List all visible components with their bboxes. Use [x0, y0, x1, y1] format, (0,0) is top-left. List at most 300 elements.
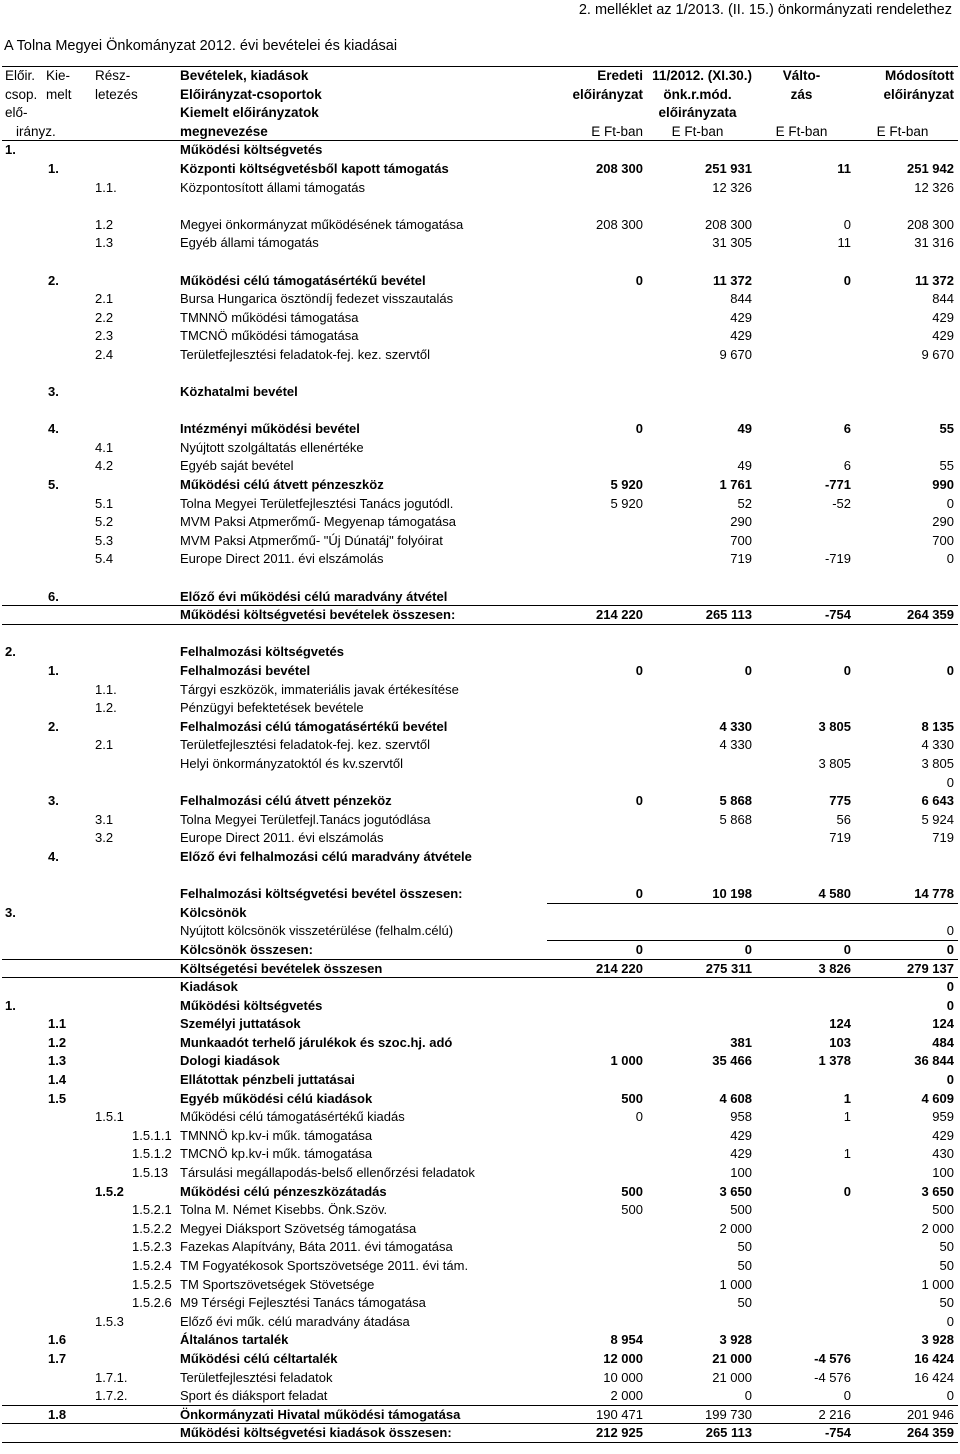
table-row	[2, 774, 958, 793]
col-change-label-2: zás	[790, 86, 813, 102]
row-detail-code: 2.1	[95, 291, 114, 307]
value-modified	[851, 904, 954, 923]
row-highlighted-code: 4.	[48, 421, 59, 437]
value-amendment: 100	[730, 1165, 752, 1181]
value-modified: 484	[932, 1034, 954, 1050]
row-detail-code: 1.5.3	[95, 1313, 124, 1329]
row-label: Felhalmozási költségvetési bevétel összesen:	[180, 886, 463, 902]
row-detail-code: 5.4	[95, 551, 114, 567]
value-modified: 36 844	[914, 1053, 954, 1069]
row-detail-code: 1.5.2	[95, 1183, 124, 1199]
col-original-label-2: előirányzat	[572, 86, 643, 102]
value-change: 0	[843, 663, 851, 678]
value-change	[752, 1276, 851, 1295]
table-row	[2, 365, 958, 384]
value-modified: 430	[932, 1146, 954, 1162]
value-amendment	[643, 643, 752, 662]
value-original	[547, 588, 643, 607]
unit-modified: E Ft-ban	[876, 123, 929, 139]
row-highlighted-code: 1.	[48, 663, 59, 678]
value-modified: 0	[946, 663, 954, 678]
value-amendment	[643, 402, 752, 421]
value-amendment	[643, 1071, 752, 1090]
value-change	[752, 978, 851, 997]
value-change	[752, 439, 851, 458]
value-original: 5 920	[610, 477, 643, 493]
table-row	[2, 1071, 958, 1090]
row-label: Működési költségvetési kiadások összesen:	[180, 1425, 452, 1441]
value-modified: 6 643	[921, 793, 954, 809]
header-row-3	[2, 104, 958, 123]
row-label: Működési célú céltartalék	[180, 1350, 338, 1366]
value-change: -4 576	[814, 1350, 851, 1366]
value-change	[752, 1331, 851, 1350]
value-amendment: 0	[744, 941, 752, 957]
unit-change: E Ft-ban	[775, 123, 828, 139]
value-amendment: 10 198	[712, 886, 752, 902]
value-original	[547, 681, 643, 700]
row-detail-code: 1.7.1.	[95, 1369, 128, 1385]
row-label: Munkaadót terhelő járulékok és szoc.hj. adó	[180, 1034, 453, 1050]
table-row	[2, 885, 958, 904]
value-change	[752, 1238, 851, 1257]
value-modified: 959	[932, 1109, 954, 1125]
value-modified	[851, 867, 954, 886]
value-modified	[851, 197, 954, 216]
value-change	[752, 253, 851, 272]
value-amendment	[643, 625, 752, 644]
value-amendment: 4 330	[719, 737, 752, 753]
table-row	[2, 402, 958, 421]
value-change: 3 805	[818, 755, 851, 771]
value-amendment	[643, 1015, 752, 1034]
row-detail-code: 2.3	[95, 328, 114, 344]
value-modified: 251 942	[907, 160, 954, 176]
row-label: Működési költségvetési bevételek összesen:	[180, 607, 456, 623]
value-modified: 429	[932, 328, 954, 344]
table-row	[2, 197, 958, 216]
table-row	[2, 1052, 958, 1071]
budget-table	[2, 66, 958, 1443]
table-row	[2, 1090, 958, 1109]
table-row	[2, 309, 958, 328]
value-amendment	[643, 383, 752, 402]
value-modified: 2 000	[921, 1220, 954, 1236]
table-row	[2, 253, 958, 272]
row-label: Egyéb állami támogatás	[180, 235, 319, 251]
value-modified: 208 300	[907, 216, 954, 232]
row-group-code: 1.	[5, 142, 16, 158]
value-original	[547, 402, 643, 421]
table-row	[2, 1406, 958, 1425]
value-original: 1 000	[610, 1053, 643, 1069]
table-row	[2, 588, 958, 607]
value-original	[547, 1220, 643, 1239]
col-name-label: Bevételek, kiadások	[180, 68, 309, 83]
value-change: 6	[843, 421, 851, 437]
value-original	[547, 1276, 643, 1295]
value-change: 3 805	[818, 718, 851, 734]
value-original: 10 000	[603, 1369, 643, 1385]
value-amendment	[643, 867, 752, 886]
value-change: 719	[829, 830, 851, 846]
value-modified: 16 424	[914, 1369, 954, 1385]
value-change: 124	[829, 1016, 851, 1032]
row-detail-code: 1.1.	[95, 681, 117, 697]
table-row	[2, 625, 958, 644]
value-original: 12 000	[603, 1350, 643, 1366]
value-change: -52	[832, 495, 851, 511]
value-change	[752, 1071, 851, 1090]
value-modified: 429	[932, 1127, 954, 1143]
value-change: -754	[824, 607, 851, 623]
table-row	[2, 1127, 958, 1146]
value-original	[547, 346, 643, 365]
row-detail-code: 1.7.2.	[95, 1388, 128, 1404]
value-modified: 1 000	[921, 1276, 954, 1292]
row-label: TM Fogyatékosok Sportszövetsége 2011. évi tám.	[180, 1258, 469, 1273]
value-amendment: 199 730	[705, 1406, 752, 1422]
col-amendment-label: 11/2012. (XI.30.)	[652, 68, 752, 83]
col-name-label-4: megnevezése	[180, 123, 268, 139]
value-amendment	[643, 588, 752, 607]
value-change: 1	[843, 1090, 851, 1106]
value-modified: 990	[932, 477, 954, 493]
value-change: -4 576	[814, 1369, 851, 1385]
value-amendment: 290	[730, 514, 752, 530]
value-original: 8 954	[610, 1332, 643, 1348]
value-amendment: 12 326	[712, 179, 752, 195]
value-change	[752, 402, 851, 421]
table-row	[2, 1369, 958, 1388]
value-amendment: 2 000	[719, 1220, 752, 1236]
row-label: Megyei Diáksport Szövetség támogatása	[180, 1220, 417, 1236]
value-original	[547, 197, 643, 216]
value-modified: 14 778	[914, 886, 954, 902]
row-label: Társulási megállapodás-belső ellenőrzési feladatok	[180, 1165, 475, 1181]
value-modified	[851, 253, 954, 272]
row-label: Tolna Megyei Területfejl.Tanács jogutódlása	[180, 811, 431, 827]
value-original: 0	[635, 421, 643, 437]
value-modified: 0	[946, 774, 954, 790]
value-change: -719	[824, 551, 851, 567]
row-label: Ellátottak pénzbeli juttatásai	[180, 1072, 355, 1088]
value-original	[547, 383, 643, 402]
value-change	[752, 197, 851, 216]
table-row	[2, 811, 958, 830]
row-label: Fazekas Alapítvány, Báta 2011. évi támogatása	[180, 1239, 453, 1255]
value-amendment	[643, 253, 752, 272]
row-label: Felhalmozási bevétel	[180, 663, 311, 678]
header-row-2	[2, 86, 958, 105]
row-detail-code: 4.2	[95, 458, 114, 474]
value-modified: 3 805	[921, 755, 954, 771]
table-row	[2, 1387, 958, 1406]
row-detail-code: 1.1.	[95, 179, 117, 195]
header-row-4	[2, 123, 958, 142]
row-label: MVM Paksi Atpmerőmű- "Új Dúnatáj" folyóirat	[180, 532, 443, 548]
col-amendment-label-3: előirányzata	[658, 105, 737, 121]
row-highlighted-code: 2.	[48, 272, 59, 288]
value-change: 0	[843, 1388, 851, 1404]
row-detail-code: 1.3	[95, 235, 114, 251]
value-change	[752, 1127, 851, 1146]
value-modified: 9 670	[921, 346, 954, 362]
value-original	[547, 1127, 643, 1146]
value-amendment: 429	[730, 309, 752, 325]
value-amendment	[643, 829, 752, 848]
value-modified	[851, 402, 954, 421]
value-modified	[851, 625, 954, 644]
row-label: Általános tartalék	[180, 1332, 289, 1348]
row-highlighted-code: 1.6	[48, 1332, 67, 1348]
table-row	[2, 997, 958, 1016]
col-change-label: Válto-	[782, 68, 821, 83]
value-original	[547, 1015, 643, 1034]
value-modified	[851, 588, 954, 607]
row-label: Önkormányzati Hivatal működési támogatása	[180, 1406, 461, 1422]
value-original	[547, 550, 643, 569]
value-amendment: 5 868	[719, 811, 752, 827]
row-highlighted-code: 4.	[48, 848, 59, 864]
value-original	[547, 253, 643, 272]
row-label: Tárgyi eszközök, immateriális javak értékesítése	[180, 681, 459, 697]
value-amendment: 0	[744, 1388, 752, 1404]
table-row	[2, 569, 958, 588]
value-original	[547, 867, 643, 886]
value-original	[547, 309, 643, 328]
value-change: 0	[843, 216, 851, 232]
value-modified: 0	[946, 495, 954, 511]
value-original: 214 220	[596, 607, 643, 623]
value-amendment: 275 311	[705, 960, 752, 976]
table-row	[2, 755, 958, 774]
value-original	[547, 141, 643, 160]
row-label: Személyi juttatások	[180, 1016, 301, 1032]
row-detail-code: 2.1	[95, 737, 114, 753]
value-modified: 279 137	[907, 960, 954, 976]
row-label: Europe Direct 2011. évi elszámolás	[180, 551, 384, 567]
row-label: TM Sportszövetségek Stövetsége	[180, 1276, 375, 1292]
table-row	[2, 234, 958, 253]
value-amendment	[643, 699, 752, 718]
value-change	[752, 1257, 851, 1276]
value-original	[547, 1313, 643, 1332]
value-original: 212 925	[596, 1425, 643, 1441]
row-label: Területfejlesztési feladatok-fej. kez. szervtől	[180, 346, 430, 362]
row-detail-code: 2.2	[95, 309, 114, 325]
table-row	[2, 699, 958, 718]
row-label: TMNNÖ kp.kv-i műk. támogatása	[180, 1127, 373, 1143]
table-row	[2, 1331, 958, 1350]
table-row	[2, 179, 958, 198]
col-amendment-label-2: önk.r.mód.	[663, 86, 732, 102]
value-original	[547, 625, 643, 644]
row-highlighted-code: 1.	[48, 160, 59, 176]
value-amendment: 52	[737, 495, 752, 511]
table-row	[2, 1220, 958, 1239]
table-row	[2, 550, 958, 569]
value-modified	[851, 681, 954, 700]
value-amendment: 49	[737, 421, 752, 437]
table-row	[2, 1183, 958, 1202]
value-change	[752, 532, 851, 551]
value-amendment	[643, 978, 752, 997]
row-highlighted-code: 1.1	[48, 1016, 67, 1032]
value-change: -771	[824, 477, 851, 493]
table-row	[2, 1313, 958, 1332]
row-label: Előző évi műk. célú maradvány átadása	[180, 1313, 410, 1329]
row-highlighted-code: 6.	[48, 588, 59, 604]
table-row	[2, 1201, 958, 1220]
value-modified: 264 359	[907, 607, 954, 623]
document-title: A Tolna Megyei Önkományzat 2012. évi bevételei és kiadásai	[4, 38, 398, 54]
value-amendment: 1 000	[719, 1276, 752, 1292]
value-modified	[851, 569, 954, 588]
value-change: 6	[843, 458, 851, 474]
row-highlighted-code: 1.4	[48, 1072, 67, 1088]
table-row	[2, 290, 958, 309]
row-highlighted-code: 3.	[48, 384, 59, 400]
value-original	[547, 290, 643, 309]
col-highlighted-label-2: melt	[46, 86, 72, 102]
row-label: Területfejlesztési feladatok-fej. kez. szervtől	[180, 737, 430, 753]
row-highlighted-code: 1.2	[48, 1034, 67, 1050]
value-amendment	[643, 922, 752, 941]
row-label: Kölcsönök	[180, 904, 247, 920]
row-label: Bursa Hungarica ösztöndíj fedezet visszautalás	[180, 291, 454, 307]
row-label: Tolna M. Német Kisebbs. Önk.Szöv.	[180, 1202, 388, 1218]
row-label: Működési célú támogatásértékű kiadás	[180, 1109, 405, 1125]
value-change	[752, 1294, 851, 1313]
value-amendment: 265 113	[705, 607, 752, 623]
value-modified: 0	[946, 551, 954, 567]
value-modified: 4 330	[921, 737, 954, 753]
value-original: 208 300	[596, 160, 643, 176]
row-detail-code: 1.2.	[95, 700, 117, 716]
row-highlighted-code: 5.	[48, 477, 59, 493]
value-amendment: 1 761	[719, 477, 752, 493]
table-row	[2, 1257, 958, 1276]
value-change	[752, 1313, 851, 1332]
col-highlighted-label: Kie-	[46, 68, 71, 83]
value-amendment: 50	[737, 1258, 752, 1273]
value-modified: 11 372	[914, 272, 954, 288]
value-original	[547, 1238, 643, 1257]
row-label: Egyéb működési célú kiadások	[180, 1090, 373, 1106]
row-sub-detail-code: 1.5.2.4	[132, 1258, 172, 1273]
value-modified	[851, 439, 954, 458]
row-label: Felhalmozási költségvetés	[180, 644, 345, 660]
row-highlighted-code: 1.7	[48, 1350, 67, 1366]
row-sub-detail-code: 1.5.2.3	[132, 1239, 172, 1255]
value-amendment	[643, 569, 752, 588]
value-change	[752, 774, 851, 793]
value-original	[547, 439, 643, 458]
value-change: 103	[829, 1034, 851, 1050]
table-row	[2, 606, 958, 625]
row-label: Dologi kiadások	[180, 1053, 280, 1069]
table-row	[2, 1164, 958, 1183]
value-change	[752, 569, 851, 588]
value-amendment: 21 000	[712, 1350, 752, 1366]
value-amendment	[643, 774, 752, 793]
row-detail-code: 5.3	[95, 532, 114, 548]
value-original	[547, 755, 643, 774]
value-modified	[851, 365, 954, 384]
col-detail-label: Rész-	[95, 68, 131, 83]
row-detail-code: 5.1	[95, 495, 114, 511]
value-amendment	[643, 141, 752, 160]
col-modified-label-2: előirányzat	[883, 86, 954, 102]
header-row-1	[2, 67, 958, 86]
value-amendment: 0	[744, 663, 752, 678]
annex-reference: 2. melléklet az 1/2013. (II. 15.) önkormányzati rendelethez	[578, 2, 952, 18]
value-original	[547, 513, 643, 532]
value-change	[752, 383, 851, 402]
col-original-label: Eredeti	[597, 68, 643, 83]
row-label: Közhatalmi bevétel	[180, 384, 298, 400]
value-original	[547, 643, 643, 662]
value-modified: 50	[939, 1258, 954, 1273]
value-original: 0	[635, 793, 643, 809]
row-label: Működési célú támogatásértékű bevétel	[180, 272, 426, 288]
value-amendment: 429	[730, 1146, 752, 1162]
table-row	[2, 1276, 958, 1295]
value-change	[752, 290, 851, 309]
value-original	[547, 736, 643, 755]
row-label: Europe Direct 2011. évi elszámolás	[180, 830, 384, 846]
value-amendment: 208 300	[705, 216, 752, 232]
value-change	[752, 643, 851, 662]
col-name-label-2: Előirányzat-csoportok	[180, 86, 322, 102]
value-original	[547, 1034, 643, 1053]
col-group-label-4: irányz.	[16, 123, 56, 139]
value-modified: 50	[939, 1295, 954, 1311]
table-row	[2, 867, 958, 886]
value-change	[752, 699, 851, 718]
value-modified: 50	[939, 1239, 954, 1255]
value-change	[752, 588, 851, 607]
value-amendment: 4 330	[719, 718, 752, 734]
value-change	[752, 997, 851, 1016]
value-amendment: 958	[730, 1109, 752, 1125]
value-amendment	[643, 439, 752, 458]
value-modified: 429	[932, 309, 954, 325]
value-amendment: 31 305	[712, 235, 752, 251]
value-amendment: 844	[730, 291, 752, 307]
value-modified: 31 316	[914, 235, 954, 251]
value-modified: 700	[932, 532, 954, 548]
value-modified: 0	[946, 941, 954, 957]
table-row	[2, 476, 958, 495]
value-change	[752, 625, 851, 644]
table-row	[2, 1015, 958, 1034]
row-label: Egyéb saját bevétel	[180, 458, 294, 474]
row-label: Nyújtott szolgáltatás ellenértéke	[180, 439, 364, 455]
value-amendment	[643, 848, 752, 867]
table-row	[2, 792, 958, 811]
value-amendment: 21 000	[712, 1369, 752, 1385]
row-label: Sport és diáksport feladat	[180, 1388, 328, 1404]
value-amendment	[643, 755, 752, 774]
value-original	[547, 234, 643, 253]
row-group-code: 3.	[5, 904, 16, 920]
value-original: 190 471	[596, 1406, 643, 1422]
row-label: Előző évi működési célú maradvány átvétel	[180, 588, 448, 604]
value-modified: 3 650	[921, 1183, 954, 1199]
table-row	[2, 1294, 958, 1313]
